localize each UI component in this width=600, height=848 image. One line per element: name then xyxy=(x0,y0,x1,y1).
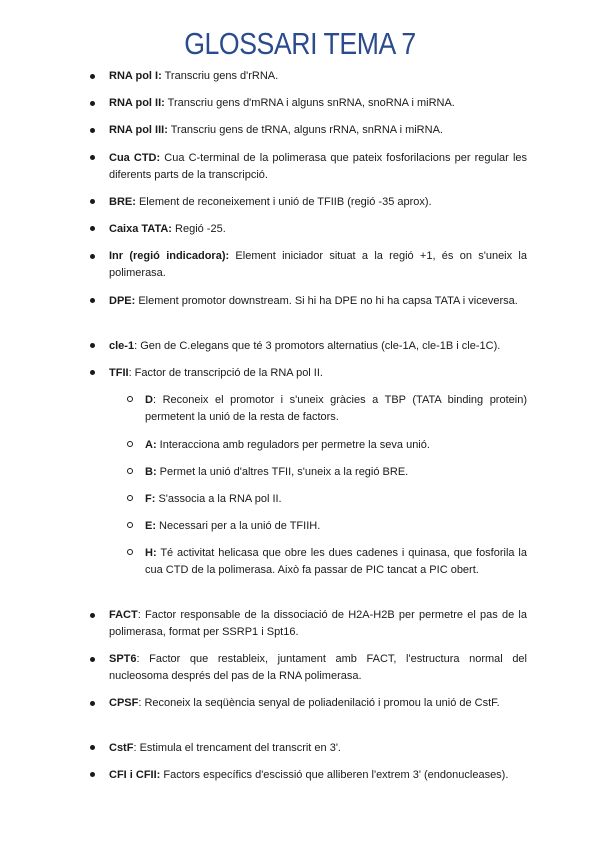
sub-list-item xyxy=(145,392,527,425)
bullet-icon xyxy=(90,199,95,204)
item-text: : Factor que restableix, juntament amb FACT, l'estructura normal del nucleosoma després del pas de la RNA polimerasa. xyxy=(109,653,527,682)
bullet-icon xyxy=(90,772,95,777)
item-text: Element iniciador situat a la regió +1, és on s'uneix la polimerasa. xyxy=(109,250,527,279)
item-term: D xyxy=(145,394,153,406)
item-term: CPSF xyxy=(109,697,139,709)
bullet-icon xyxy=(90,226,95,231)
list-item xyxy=(109,150,527,183)
item-term: SPT6 xyxy=(109,653,137,665)
sub-list-item xyxy=(145,491,527,508)
item-term: CstF xyxy=(109,742,134,754)
circle-bullet-icon xyxy=(127,468,133,474)
list-item xyxy=(109,194,527,211)
circle-bullet-icon xyxy=(127,495,133,501)
list-item xyxy=(109,695,527,712)
item-text: Element de reconeixement i unió de TFIIB (regió -35 aprox). xyxy=(135,196,432,208)
bullet-icon xyxy=(90,657,95,662)
item-text: : Factor de transcripció de la RNA pol II. xyxy=(128,367,323,379)
item-text: Transcriu gens d'mRNA i alguns snRNA, snoRNA i miRNA. xyxy=(164,97,455,109)
item-term: Inr (regió indicadora): xyxy=(109,250,230,262)
item-text: Permet la unió d'altres TFII, s'uneix a la regió BRE. xyxy=(156,466,409,478)
item-term: A: xyxy=(145,439,157,451)
item-term: RNA pol III: xyxy=(109,124,168,136)
item-term: RNA pol II: xyxy=(109,97,165,109)
list-item xyxy=(109,338,527,355)
item-text: Transcriu gens d'rRNA. xyxy=(161,70,279,82)
item-text: Interacciona amb reguladors per permetre la seva unió. xyxy=(156,439,430,451)
item-text: : Factor responsable de la dissociació de H2A-H2B per permetre el pas de la polimerasa, format per SSRP1 i Spt16. xyxy=(109,609,527,638)
item-term: Caixa TATA: xyxy=(109,223,172,235)
item-term: CFI i CFII: xyxy=(109,769,161,781)
list-item xyxy=(109,221,527,238)
item-term: RNA pol I: xyxy=(109,70,162,82)
circle-bullet-icon xyxy=(127,549,133,555)
item-term: TFII xyxy=(109,367,129,379)
bullet-icon xyxy=(90,74,95,79)
item-text: Element promotor downstream. Si hi ha DPE no hi ha capsa TATA i viceversa. xyxy=(135,295,518,307)
item-term: BRE: xyxy=(109,196,136,208)
list-item xyxy=(109,95,527,112)
sub-list-item xyxy=(145,518,527,535)
bullet-icon xyxy=(90,343,95,348)
list-item xyxy=(109,122,527,139)
item-text: Té activitat helicasa que obre les dues cadenes i quinasa, que fosforila la cua CTD de la polimerasa. Això fa passar de PIC tancat a PIC obert. xyxy=(145,547,527,576)
item-text: : Estimula el trencament del transcrit en 3'. xyxy=(133,742,341,754)
bullet-icon xyxy=(90,370,95,375)
bullet-icon xyxy=(90,745,95,750)
item-text: Regió -25. xyxy=(171,223,226,235)
bullet-icon xyxy=(90,101,95,106)
list-item xyxy=(109,740,527,757)
item-term: E: xyxy=(145,520,156,532)
item-text: S'associa a la RNA pol II. xyxy=(155,493,282,505)
item-term: Cua CTD: xyxy=(109,152,161,164)
item-text: Transcriu gens de tRNA, alguns rRNA, snRNA i miRNA. xyxy=(167,124,443,136)
circle-bullet-icon xyxy=(127,522,133,528)
item-text: : Gen de C.elegans que té 3 promotors alternatius (cle-1A, cle-1B i cle-1C). xyxy=(134,340,501,352)
bullet-icon xyxy=(90,128,95,133)
circle-bullet-icon xyxy=(127,396,133,402)
item-term: FACT xyxy=(109,609,138,621)
item-text: : Reconeix el promotor i s'uneix gràcies a TBP (TATA binding protein) permetent la unió de la resta de factors. xyxy=(145,394,527,423)
sub-list-item xyxy=(145,464,527,481)
sub-list-item xyxy=(145,437,527,454)
bullet-icon xyxy=(90,701,95,706)
item-term: H: xyxy=(145,547,157,559)
bullet-icon xyxy=(90,298,95,303)
list-item xyxy=(109,607,527,640)
item-text: Factors específics d'escissió que alliberen l'extrem 3' (endonucleases). xyxy=(160,769,509,781)
item-term: cle-1 xyxy=(109,340,135,352)
bullet-icon xyxy=(90,613,95,618)
circle-bullet-icon xyxy=(127,441,133,447)
item-term: DPE: xyxy=(109,295,136,307)
list-item xyxy=(109,767,527,784)
item-text: Cua C-terminal de la polimerasa que pateix fosforilacions per regular les diferents parts de la transcripció. xyxy=(109,152,528,181)
item-term: B: xyxy=(145,466,157,478)
list-item xyxy=(109,293,527,310)
item-term: F: xyxy=(145,493,156,505)
list-item xyxy=(109,248,527,281)
page-title: GLOSSARI TEMA 7 xyxy=(184,26,416,61)
list-item xyxy=(109,68,527,85)
list-item xyxy=(109,651,527,684)
item-text: Necessari per a la unió de TFIIH. xyxy=(156,520,321,532)
sub-list-item xyxy=(145,545,527,578)
list-item xyxy=(109,365,527,382)
bullet-icon xyxy=(90,155,95,160)
item-text: : Reconeix la seqüència senyal de poliadenilació i promou la unió de CstF. xyxy=(138,697,500,709)
bullet-icon xyxy=(90,254,95,259)
